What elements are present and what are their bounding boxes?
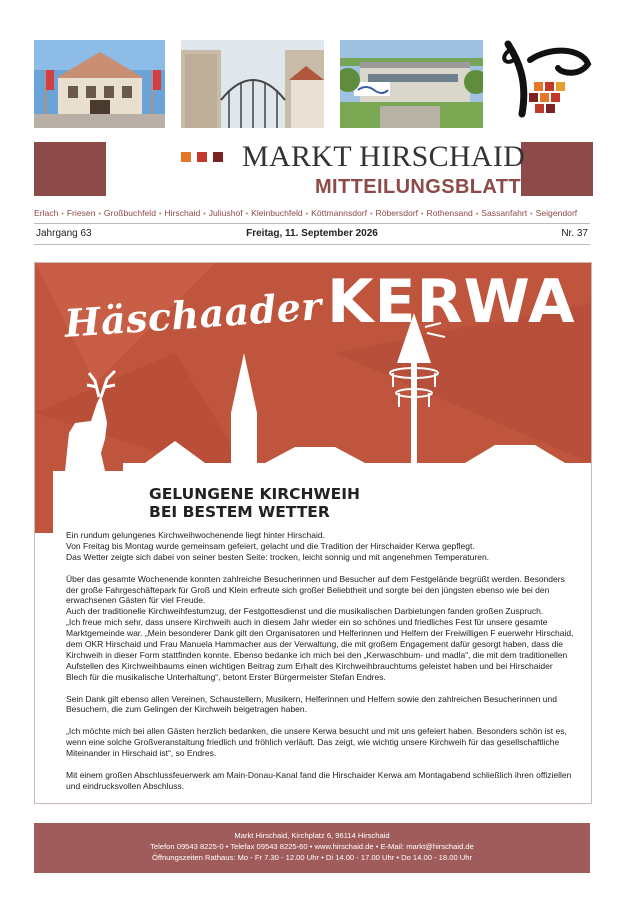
footer-opening-hours: Öffnungszeiten Rathaus: Mo - Fr 7.30 - 12.00 Uhr • Di 14.00 - 17.00 Uhr • Do 14.00 - 18.00 Uhr bbox=[151, 853, 473, 862]
village-separator: • bbox=[98, 211, 101, 218]
village-separator: • bbox=[159, 211, 162, 218]
issue-number: Nr. 37 bbox=[561, 228, 588, 239]
village-name: Köttmannsdorf bbox=[311, 208, 368, 218]
kerwa-feature bbox=[34, 262, 592, 804]
village-separator: • bbox=[530, 211, 533, 218]
page-subtitle: MITTEILUNGSBLATT bbox=[315, 176, 521, 198]
village-name: Seigendorf bbox=[535, 208, 578, 218]
village-list bbox=[34, 207, 594, 221]
issue-bar bbox=[34, 223, 590, 245]
article-paragraph: Mit einem großen Abschlussfeuerwerk am Main-Donau-Kanal fand die Hirschaider Kerwa am Montagabend schließlich ihren offiziellen und eindrucksvollen Abschluss. bbox=[66, 769, 572, 791]
article-paragraph: „Ich möchte mich bei allen Gästen herzlich bedanken, die unsere Kerwa besucht und mit uns gefeiert haben. Besonders schön ist es, wenn eine solche Großveranstaltung friedlich und fröhlich verläuft. Das zeigt, wie wichtig unsere Kirchweih für das gesellschaftliche Miteinander in Hirschaid ist“, so Endres. bbox=[66, 726, 567, 759]
banner-script-title: Häschaader bbox=[63, 283, 324, 346]
footer-address: Markt Hirschaid, Kirchplatz 6, 96114 Hirschaid bbox=[234, 831, 390, 840]
masthead-block-right bbox=[521, 142, 593, 196]
hirschaid-logo-icon bbox=[500, 40, 592, 120]
village-name: Sassanfahrt bbox=[481, 208, 528, 218]
banner-big-title: KERWA bbox=[327, 267, 576, 337]
village-name: Juliushof bbox=[208, 208, 243, 218]
village-name: Röbersdorf bbox=[375, 208, 419, 218]
village-separator: • bbox=[421, 211, 424, 218]
footer bbox=[34, 823, 590, 873]
issue-volume: Jahrgang 63 bbox=[36, 228, 92, 239]
photo-gate-tower bbox=[181, 40, 324, 128]
square-orange bbox=[181, 152, 191, 162]
village-separator: • bbox=[245, 211, 249, 218]
article-paragraph: Über das gesamte Wochenende konnten zahlreiche Besucherinnen und Besucher auf dem Festgelände begrüßt werden. Besonders der große Fahrgeschäftepark für Groß und Klein erfreute sich großer Beliebtheit und sorgte bei den jüngsten ebenso wie bei den erwachsenen Gästen für viel Freude. Auch der traditionelle Kirchweihfestumzug, der Festgottesdienst und die musikalischen Darbietungen fanden großen Zuspruch. „Ich freue mich sehr, dass unsere Kirchweih auch in diesem Jahr wieder ein so schönes und friedliches Fest für unsere gesamte Marktgemeinde war. „Mein besonderer Dank gilt den Organisatoren und Helferinnen und Helfern der Freiwilligen F euerwehr Hirschaid, dem OKR Hirschaid und Frau Manuela Hammacher aus der Verwaltung, die mit großem Engagement dafür gesorgt haben, dass die Kirchweih in dieser Form stattfinden konnte. Ebenso bedanke ich mich bei den „Kerwaschbum- und madla“, die mit dem traditionellen Aufstellen des Kirchweihbaums einen wichtigen Beitrag zum Erhalt des Kirchweihbrauchtums geleistet haben und bei Hirschaider Blech für die musikalische Unterhaltung“, betont Erster Bürgermeister Stefan Endres. bbox=[66, 573, 574, 682]
page-title: MARKT HIRSCHAID bbox=[242, 140, 526, 173]
village-name: Hirschaid bbox=[164, 208, 201, 218]
photo-town-hall bbox=[34, 40, 165, 128]
photo-school-building bbox=[340, 40, 483, 128]
issue-date: Freitag, 11. September 2026 bbox=[246, 228, 378, 239]
headline-line-1: GELUNGENE KIRCHWEIH bbox=[149, 485, 360, 503]
square-dark bbox=[213, 152, 223, 162]
village-name: Kleinbuchfeld bbox=[251, 208, 303, 218]
article-body bbox=[66, 530, 576, 803]
village-separator: • bbox=[370, 211, 373, 218]
village-separator: • bbox=[305, 211, 309, 218]
village-name: Großbuchfeld bbox=[103, 208, 156, 218]
headline-line-2: BEI BESTEM WETTER bbox=[149, 503, 330, 521]
footer-contact: Telefon 09543 8225-0 • Telefax 09543 8225-60 • www.hirschaid.de • E-Mail: markt@hirschaid.de bbox=[150, 842, 474, 851]
village-name: Rothensand bbox=[426, 208, 473, 218]
square-red bbox=[197, 152, 207, 162]
village-separator: • bbox=[61, 211, 64, 218]
masthead-block-left bbox=[34, 142, 106, 196]
village-name: Friesen bbox=[66, 208, 96, 218]
article-headline bbox=[149, 485, 360, 521]
village-separator: • bbox=[475, 211, 479, 218]
article-paragraph: Sein Dank gilt ebenso allen Vereinen, Schaustellern, Musikern, Helferinnen und Helfern sowie den zahlreichen Besucherinnen und Besuchern, die zum Gelingen der Kirchweih beigetragen haben. bbox=[66, 693, 557, 715]
article-paragraph: Ein rundum gelungenes Kirchweihwochenende liegt hinter Hirschaid. Von Freitag bis Montag wurde gemeinsam gefeiert, gelacht und die Tradition der Hirschaider Kerwa gepflegt. Das Wetter zeigte sich dabei von seiner besten Seite: trocken, leicht sonnig und mit angenehmen Temperaturen. bbox=[66, 530, 490, 562]
masthead-squares bbox=[181, 152, 241, 162]
village-name: Erlach bbox=[34, 208, 59, 218]
village-separator: • bbox=[203, 211, 206, 218]
